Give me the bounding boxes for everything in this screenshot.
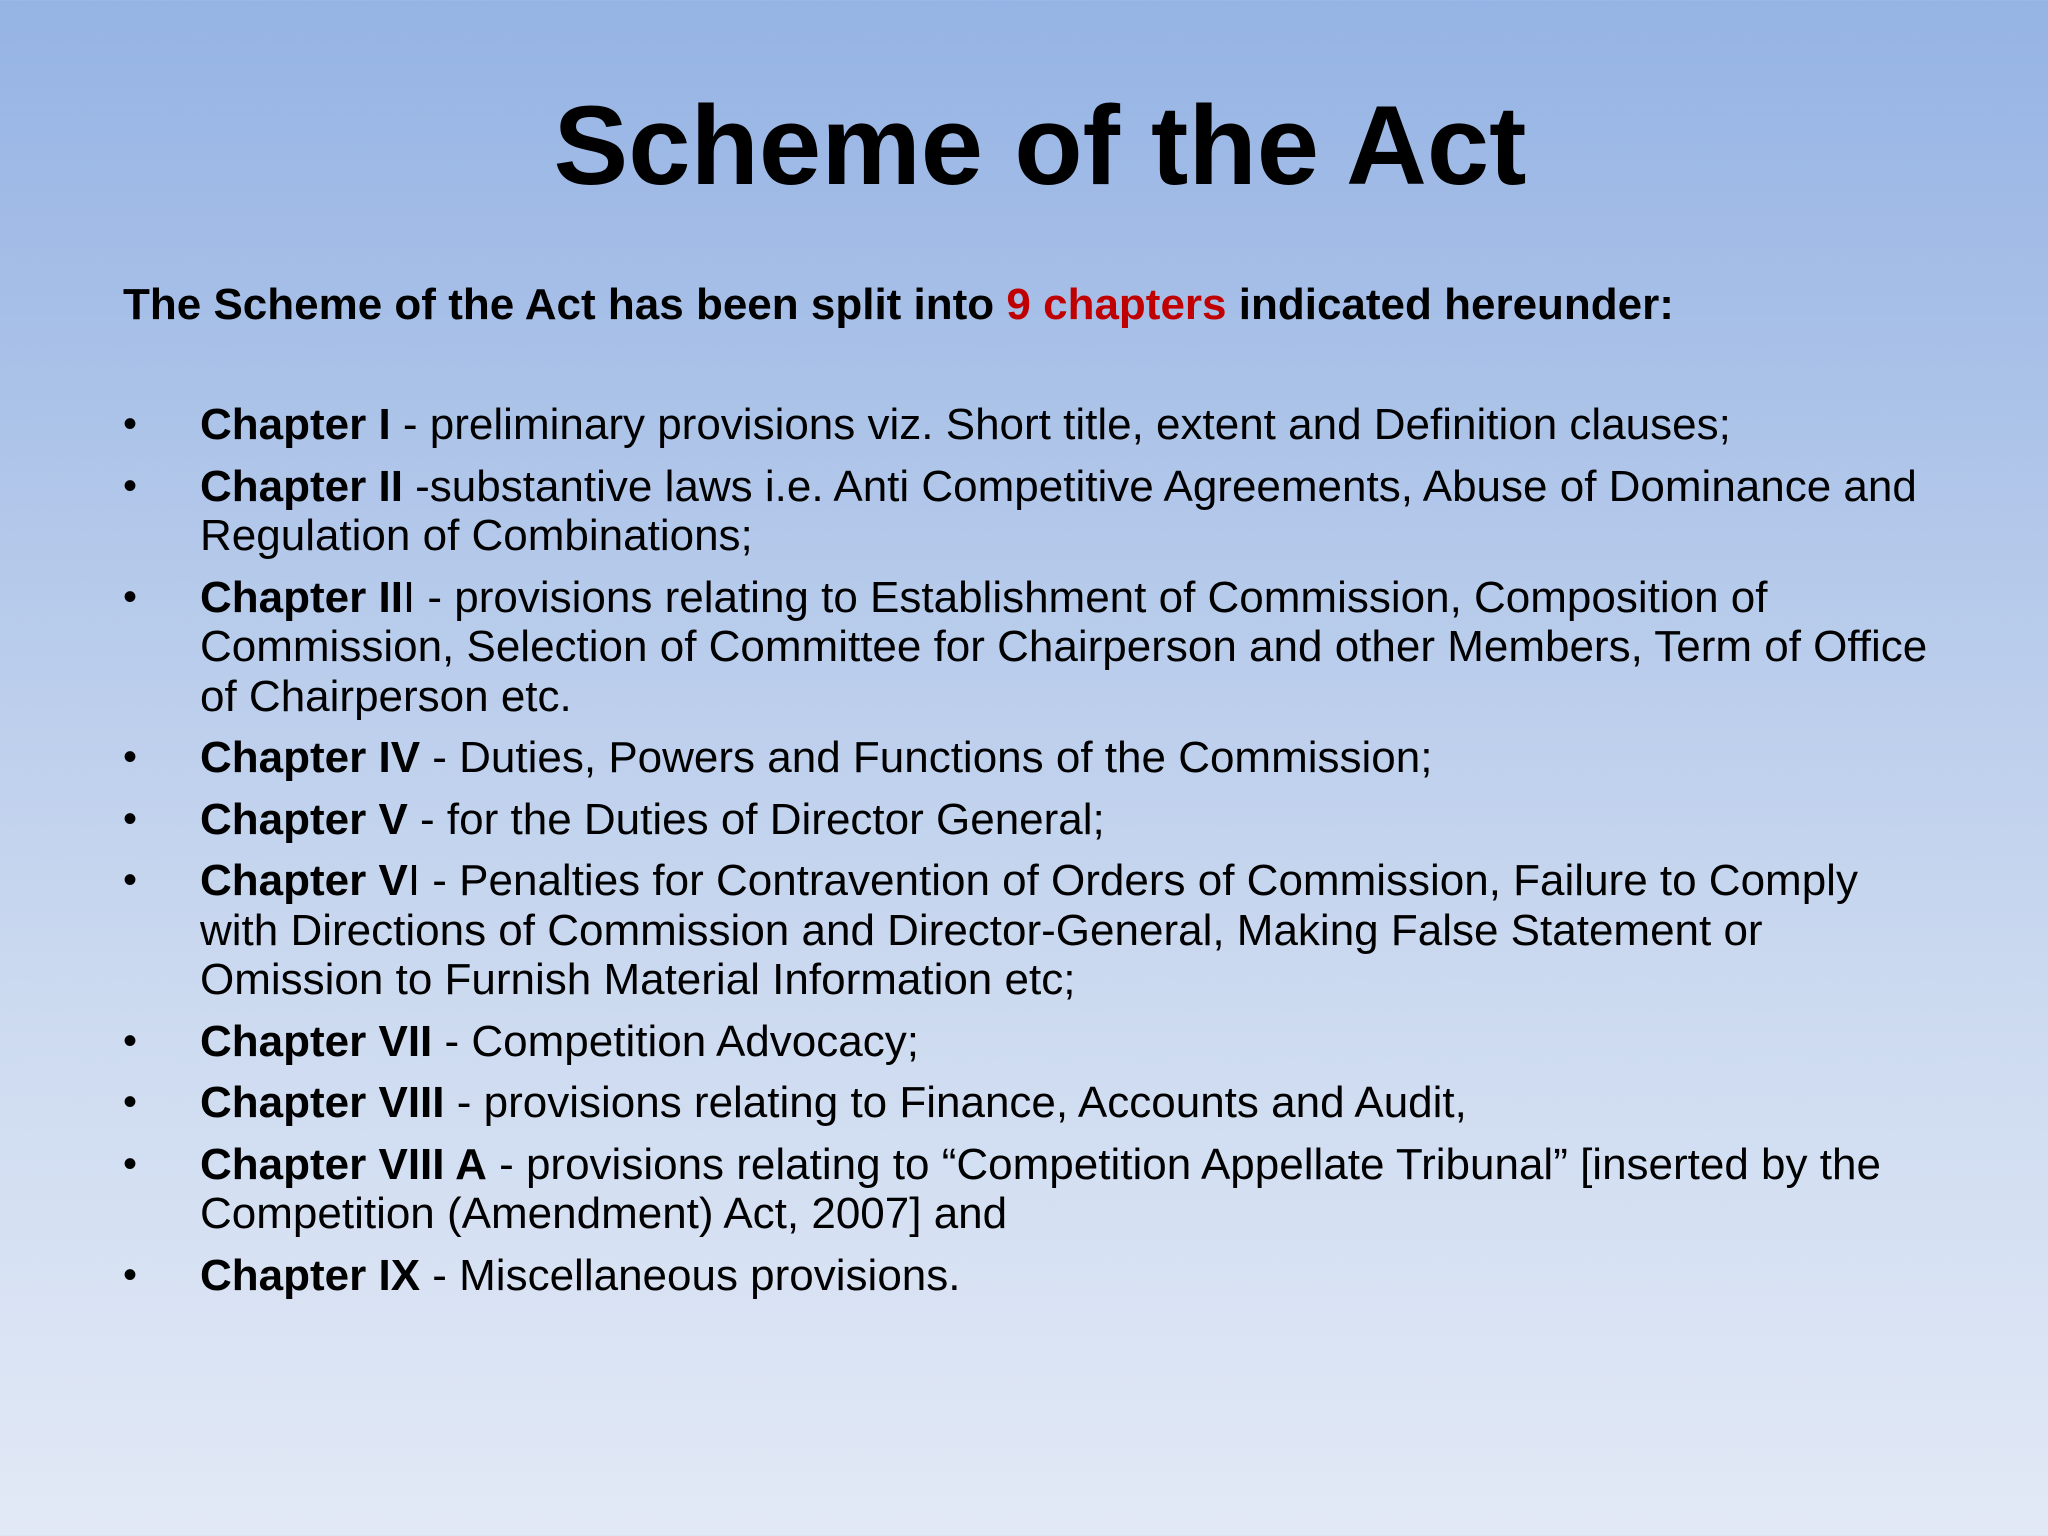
chapter-item <box>123 1140 1943 1239</box>
chapter-name: Chapter V <box>200 794 408 844</box>
bullet-icon: • <box>123 463 138 508</box>
chapter-description: - provisions relating to Finance, Accounts and Audit, <box>444 1078 1467 1127</box>
chapter-list <box>123 400 1943 1312</box>
chapter-name: Chapter IX <box>200 1250 421 1300</box>
intro-text <box>123 278 1973 332</box>
chapter-item <box>123 733 1943 783</box>
chapter-description: - for the Duties of Director General; <box>407 794 1105 844</box>
chapter-name: Chapter I <box>200 400 391 449</box>
chapter-description: - Miscellaneous provisions. <box>420 1250 961 1300</box>
chapter-item <box>123 400 1943 450</box>
chapter-item <box>123 795 1943 845</box>
chapter-name: Chapter II <box>200 461 403 511</box>
slide-title: Scheme of the Act <box>553 83 1527 208</box>
chapter-name: Chapter V <box>200 856 408 905</box>
chapter-item <box>123 1078 1943 1128</box>
chapter-name: Chapter II <box>200 572 403 622</box>
chapter-description: - Penalties for Contravention of Orders of Commission, Failure to Comply with Directions of Commission and Director-General, Making False Statement or Omission to Furnish Material Information etc; <box>200 856 1858 1004</box>
chapter-item <box>123 1251 1943 1301</box>
bullet-icon: • <box>123 1141 138 1186</box>
bullet-icon: • <box>123 402 138 446</box>
chapter-item <box>123 573 1943 722</box>
bullet-icon: • <box>123 1080 138 1124</box>
chapter-name: Chapter IV <box>200 733 421 782</box>
bullet-icon: • <box>123 1252 138 1297</box>
bullet-icon: • <box>123 574 138 619</box>
chapter-description: - provisions relating to Establishment of Commission, Composition of Commission, Selection of Committee for Chairperson and other Members, Term of Office of Chairperson etc. <box>200 572 1928 721</box>
chapter-description: - Duties, Powers and Functions of the Commission; <box>420 733 1433 782</box>
chapter-description: - preliminary provisions viz. Short title, extent and Definition clauses; <box>390 400 1731 449</box>
chapter-name: Chapter VII <box>200 1016 433 1066</box>
chapter-item <box>123 856 1943 1005</box>
intro-highlight: 9 chapters <box>1006 280 1227 329</box>
chapter-name: Chapter VIII A <box>200 1139 487 1189</box>
chapter-item <box>123 1017 1943 1067</box>
chapter-name-rest: I <box>402 572 416 622</box>
chapter-description: - Competition Advocacy; <box>432 1016 919 1066</box>
chapter-description: -substantive laws i.e. Anti Competitive Agreements, Abuse of Dominance and Regulation of Combinations; <box>200 461 1917 560</box>
chapter-name: Chapter VIII <box>200 1078 445 1127</box>
bullet-icon: • <box>123 858 138 902</box>
bullet-icon: • <box>123 735 138 779</box>
chapter-item <box>123 462 1943 561</box>
bullet-icon: • <box>123 796 138 841</box>
bullet-icon: • <box>123 1018 138 1063</box>
intro-text-after: indicated hereunder: <box>1226 280 1674 329</box>
chapter-name-rest: I <box>407 856 421 905</box>
intro-text-before: The Scheme of the Act has been split into <box>123 280 1007 329</box>
chapter-description: - provisions relating to “Competition Appellate Tribunal” [inserted by the Competition (Amendment) Act, 2007] and <box>200 1139 1881 1238</box>
